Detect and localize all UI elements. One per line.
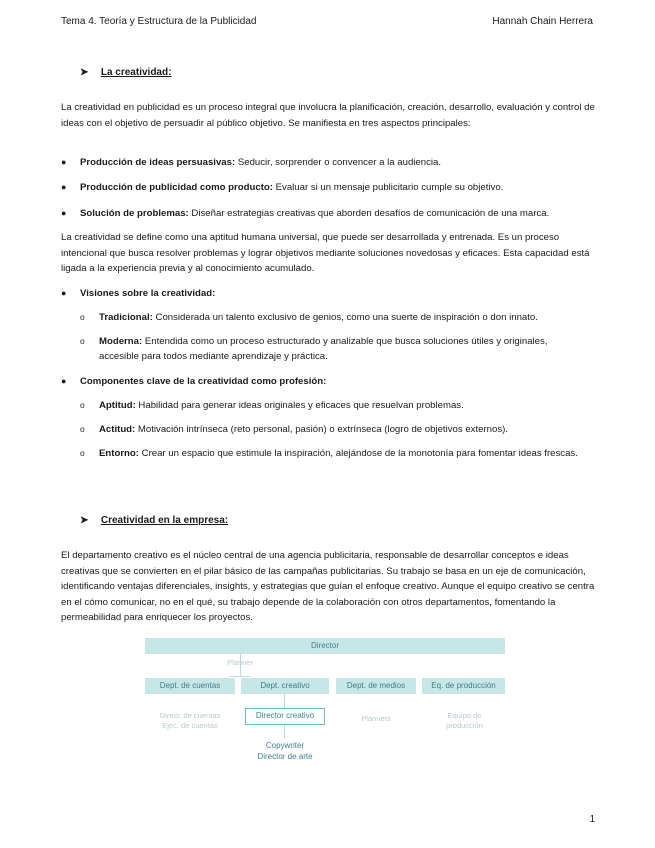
component-item: o Entorno: Crear un espacio que estimule la inspiración, alejándose de la monotonía para fomentar ideas frescas. <box>80 448 578 459</box>
definition-paragraph: La creatividad se define como una aptitud humana universal, que puede ser desarrollada y entrenada. Es un proceso intencional que busca resolver problemas y lograr objetivos mediante soluciones novedosas y eficaces. Esta capacidad está ligada a la experiencia previa y al conocimiento acumulado. <box>61 232 590 274</box>
section-title: La creatividad: <box>100 67 172 78</box>
creative-team-label: Copywriter Director de arte <box>257 741 313 761</box>
eq-produccion-box: Eq. de producción <box>422 678 505 694</box>
section-title: Creatividad en la empresa: <box>100 515 229 526</box>
component-item: o Actitud: Motivación intrínseca (reto personal, pasión) o extrínseca (logro de objetivos externos). <box>80 424 508 435</box>
visions-heading: ● Visiones sobre la creatividad: <box>61 288 216 299</box>
org-chart <box>145 638 510 768</box>
aspect-item: ● Producción de publicidad como producto: Evaluar si un mensaje publicitario cumple su objetivo. <box>61 182 504 193</box>
bullet-icon: ● <box>61 208 67 218</box>
vision-item: o Moderna: Entendida como un proceso estructurado y analizable que busca soluciones útiles y originales, accesible para todos mediante aprendizaje y práctica. <box>80 336 548 362</box>
sub-bullet-icon: o <box>80 424 85 434</box>
sub-bullet-icon: o <box>80 336 85 346</box>
vision-item: o Tradicional: Considerada un talento exclusivo de genios, como una suerte de inspiración o don innato. <box>80 312 538 323</box>
bullet-icon: ● <box>61 182 67 192</box>
header-title: Tema 4. Teoría y Estructura de la Publicidad <box>61 16 257 27</box>
sub-bullet-icon: o <box>80 312 85 322</box>
dept-medios-box: Dept. de medios <box>336 678 416 694</box>
connector-line <box>284 694 285 708</box>
dept-creativo-box: Dept. creativo <box>241 678 329 694</box>
intro-paragraph: La creatividad en publicidad es un proceso integral que involucra la planificación, creación, desarrollo, evaluación y control de ideas con el objetivo de persuadir al público objetivo. Se manifiesta en tres aspectos principales: <box>61 102 595 129</box>
bullet-icon: ● <box>61 376 67 386</box>
section-heading-empresa <box>80 510 228 528</box>
arrow-bullet-icon: ➤ <box>80 515 89 526</box>
connector-line <box>284 724 285 739</box>
sub-cuentas-label: Direct. de cuentas Ejec. de cuentas <box>159 711 221 730</box>
director-creativo-box: Director creativo <box>245 708 325 725</box>
aspect-item: ● Producción de ideas persuasivas: Seducir, sorprender o convencer a la audiencia. <box>61 157 442 168</box>
sub-bullet-icon: o <box>80 400 85 410</box>
bullet-icon: ● <box>61 157 67 167</box>
component-item: o Aptitud: Habilidad para generar ideas originales y eficaces que resuelvan problemas. <box>80 400 464 411</box>
equipo-produccion-label: Equipo de producción <box>446 711 483 730</box>
dept-cuentas-box: Dept. de cuentas <box>145 678 235 694</box>
section-heading-creatividad <box>80 62 171 80</box>
connector-line <box>230 676 250 677</box>
planner-label: Planner <box>227 658 253 667</box>
components-heading: ● Componentes clave de la creatividad como profesión: <box>61 376 327 387</box>
page-number: 1 <box>589 814 595 825</box>
planners-label: Planners <box>361 714 391 723</box>
aspect-item: ● Solución de problemas: Diseñar estrategias creativas que aborden desafíos de comunicación de una marca. <box>61 208 550 219</box>
bullet-icon: ● <box>61 288 67 298</box>
director-box: Director <box>145 638 505 654</box>
empresa-paragraph: El departamento creativo es el núcleo central de una agencia publicitaria, responsable de desarrollar conceptos e ideas creativas que se convierten en el pilar básico de las campañas publicitarias. Su trabajo se basa en un eje de comunicación, identificando ventajas diferenciales, insights, y estrategias que guían el enfoque creativo. Aunque el equipo creativo se centra en el cómo comunicar, no en el qué, su trabajo depende de la colaboración con otros departamentos, fomentando la permeabilidad para enriquecer los proyectos. <box>61 550 595 623</box>
header-author: Hannah Chain Herrera <box>492 16 593 27</box>
sub-bullet-icon: o <box>80 448 85 458</box>
arrow-bullet-icon: ➤ <box>80 67 89 78</box>
